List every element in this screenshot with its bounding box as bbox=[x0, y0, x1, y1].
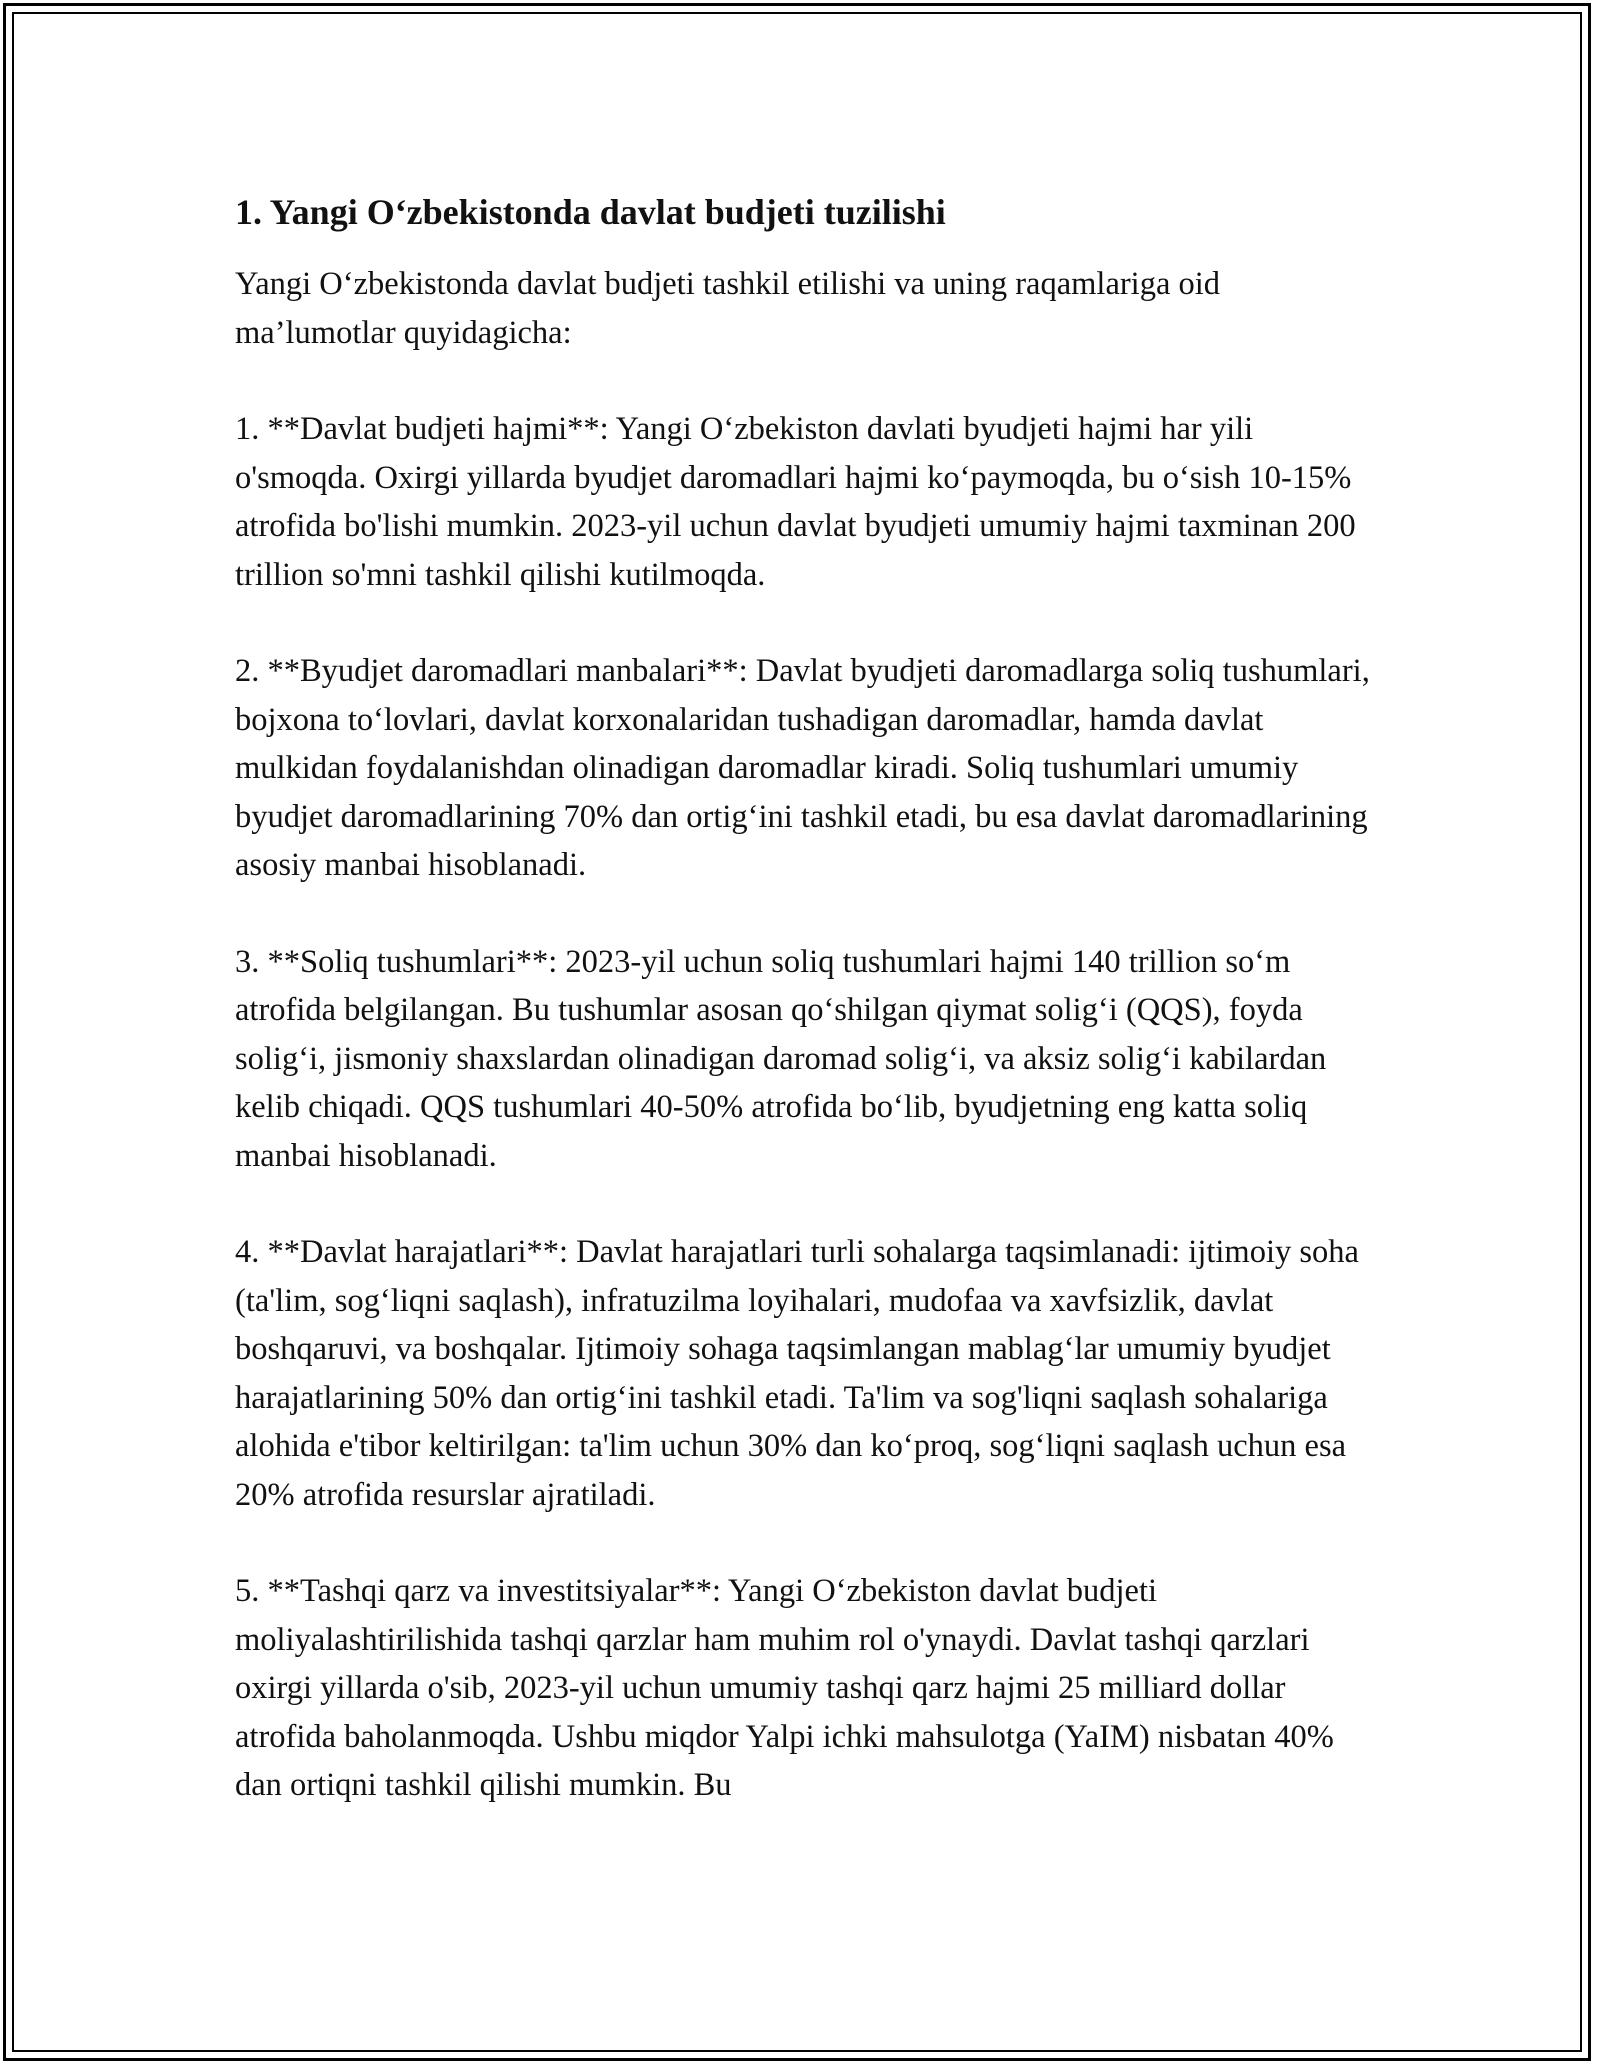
document-body bbox=[235, 188, 1385, 1858]
intro-paragraph: Yangi O‘zbekistonda davlat budjeti tashkil etilishi va uning raqamlariga oid ma’lumotlar quyidagicha: bbox=[235, 266, 1221, 351]
paragraph-external-debt: 5. **Tashqi qarz va investitsiyalar**: Yangi O‘zbekiston davlat budjeti moliyalashtirilishida tashqi qarzlar ham muhim rol o'ynaydi. Davlat tashqi qarzlari oxirgi yillarda o'sib, 2023-yil uchun umumiy tashqi qarz hajmi 25 milliard dollar atrofida baholanmoqda. Ushbu miqdor Yalpi ichki mahsulotga (YaIM) nisbatan 40% dan ortiqni tashkil qilishi mumkin. Bu bbox=[235, 1573, 1334, 1803]
paragraph-state-expenses: 4. **Davlat harajatlari**: Davlat harajatlari turli sohalarga taqsimlanadi: ijtimoiy soha (ta'lim, sog‘liqni saqlash), infratuzilma loyihalari, mudofaa va xavfsizlik, davlat boshqaruvi, va boshqalar. Ijtimoiy sohaga taqsimlangan mablag‘lar umumiy byudjet harajatlarining 50% dan ortig‘ini tashkil etadi. Ta'lim va sog'liqni saqlash sohalariga alohida e'tibor keltirilgan: ta'lim uchun 30% dan ko‘proq, sog‘liqni saqlash uchun esa 20% atrofida resurslar ajratiladi. bbox=[235, 1234, 1359, 1513]
paragraph-budget-size: 1. **Davlat budjeti hajmi**: Yangi O‘zbekiston davlati byudjeti hajmi har yili o'smoqda. Oxirgi yillarda byudjet daromadlari hajmi ko‘paymoqda, bu o‘sish 10-15% atrofida bo'lishi mumkin. 2023-yil uchun davlat byudjeti umumiy hajmi taxminan 200 trillion so'mni tashkil qilishi kutilmoqda. bbox=[235, 411, 1356, 593]
paragraph-tax-revenue: 3. **Soliq tushumlari**: 2023-yil uchun soliq tushumlari hajmi 140 trillion so‘m atrofida belgilangan. Bu tushumlar asosan qo‘shilgan qiymat solig‘i (QQS), foyda solig‘i, jismoniy shaxslardan olinadigan daromad solig‘i, va aksiz solig‘i kabilardan kelib chiqadi. QQS tushumlari 40-50% atrofida bo‘lib, byudjetning eng katta soliq manbai hisoblanadi. bbox=[235, 943, 1327, 1174]
paragraph-revenue-sources: 2. **Byudjet daromadlari manbalari**: Davlat byudjeti daromadlarga soliq tushumlari, bojxona to‘lovlari, davlat korxonalaridan tushadigan daromadlar, hamda davlat mulkidan foydalanishdan olinadigan daromadlar kiradi. Soliq tushumlari umumiy byudjet daromadlarining 70% dan ortig‘ini tashkil etadi, bu esa davlat daromadlarining asosiy manbai hisoblanadi. bbox=[235, 653, 1370, 883]
document-title: 1. Yangi O‘zbekistonda davlat budjeti tuzilishi bbox=[235, 192, 946, 232]
